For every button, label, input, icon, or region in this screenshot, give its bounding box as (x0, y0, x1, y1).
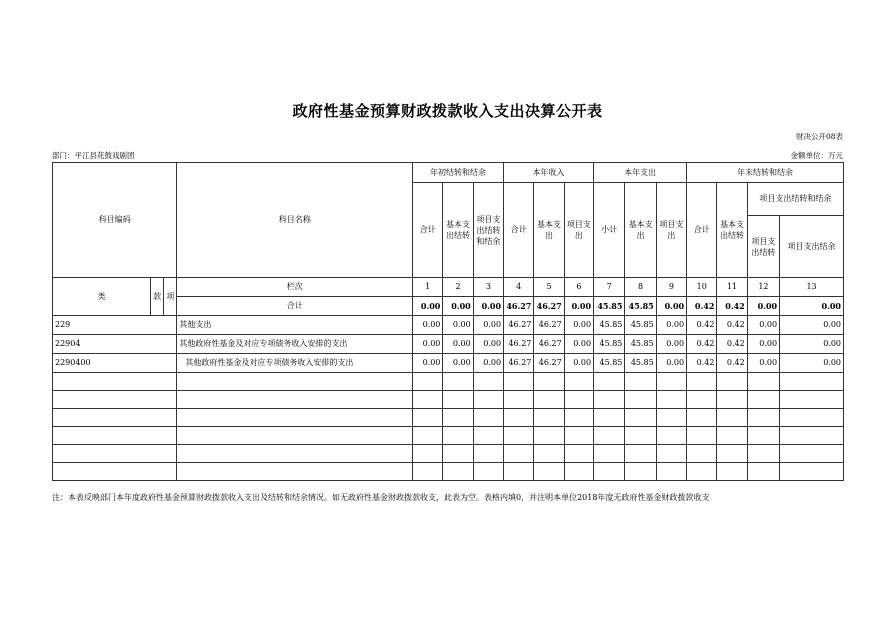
header-begin-total: 合计 (413, 183, 443, 278)
row-cell: 0.42 (717, 335, 747, 354)
header-group-expense: 本年支出 (594, 163, 687, 183)
header-end-total: 合计 (687, 183, 717, 278)
col-num: 2 (443, 278, 473, 297)
total-label: 合计 (177, 297, 413, 316)
row-cell: 45.85 (625, 316, 656, 335)
col-num: 9 (656, 278, 686, 297)
header-subject-code: 科目编码 (53, 163, 177, 278)
row-cell: 0.00 (747, 335, 779, 354)
row-cell: 46.27 (534, 335, 564, 354)
header-income-basic: 基本支出 (534, 183, 564, 278)
row-cell: 45.85 (625, 335, 656, 354)
row-name: 其他政府性基金及对应专项债务收入安排的支出 (177, 354, 413, 373)
row-code: 2290400 (53, 354, 177, 373)
header-lei: 类 (53, 278, 151, 316)
header-income-project: 项目支出 (564, 183, 593, 278)
header-income-total: 合计 (504, 183, 534, 278)
header-kuan: 款 (151, 278, 164, 316)
header-end-basic: 基本支出结转 (717, 183, 747, 278)
col-num: 11 (717, 278, 747, 297)
row-cell: 0.00 (443, 335, 473, 354)
table-row (53, 354, 844, 373)
col-num: 4 (504, 278, 534, 297)
col-num: 7 (594, 278, 625, 297)
row-cell: 0.42 (687, 354, 717, 373)
row-cell: 0.00 (780, 354, 844, 373)
header-begin-project: 项目支出结转和结余 (473, 183, 503, 278)
total-cell: 0.00 (780, 297, 844, 316)
row-name: 其他支出 (177, 316, 413, 335)
row-cell: 0.00 (473, 335, 503, 354)
fund-table (52, 162, 844, 481)
row-cell: 46.27 (504, 316, 534, 335)
col-num: 3 (473, 278, 503, 297)
row-cell: 0.00 (656, 354, 686, 373)
header-expense-subtotal: 小计 (594, 183, 625, 278)
total-cell: 0.00 (443, 297, 473, 316)
row-cell: 46.27 (534, 354, 564, 373)
row-cell: 46.27 (504, 335, 534, 354)
row-cell: 0.00 (656, 335, 686, 354)
col-num: 10 (687, 278, 717, 297)
row-cell: 46.27 (504, 354, 534, 373)
header-subject-name: 科目名称 (177, 163, 413, 278)
col-num: 8 (625, 278, 656, 297)
total-cell: 45.85 (594, 297, 625, 316)
row-cell: 0.00 (413, 354, 443, 373)
header-expense-project: 项目支出 (656, 183, 686, 278)
total-cell: 0.00 (413, 297, 443, 316)
header-end-project-group: 项目支出结转和结余 (747, 183, 843, 216)
empty-row (53, 445, 844, 463)
table-row (53, 316, 844, 335)
header-expense-basic: 基本支出 (625, 183, 656, 278)
empty-row (53, 373, 844, 391)
row-cell: 0.00 (780, 335, 844, 354)
header-lanci: 栏次 (177, 278, 413, 297)
empty-row (53, 463, 844, 481)
row-cell: 45.85 (625, 354, 656, 373)
total-cell: 0.42 (717, 297, 747, 316)
row-code: 229 (53, 316, 177, 335)
row-cell: 45.85 (594, 354, 625, 373)
row-cell: 0.00 (747, 354, 779, 373)
row-cell: 0.00 (473, 316, 503, 335)
col-num: 12 (747, 278, 779, 297)
row-cell: 0.00 (564, 335, 593, 354)
col-num: 6 (564, 278, 593, 297)
row-cell: 46.27 (534, 316, 564, 335)
unit-label: 金额单位：万元 (790, 151, 843, 160)
header-begin-basic: 基本支出结转 (443, 183, 473, 278)
row-cell: 0.00 (564, 316, 593, 335)
row-cell: 0.00 (443, 316, 473, 335)
row-cell: 0.00 (656, 316, 686, 335)
row-code: 22904 (53, 335, 177, 354)
row-cell: 0.00 (564, 354, 593, 373)
header-group-begin: 年初结转和结余 (413, 163, 504, 183)
department-label: 部门：平江县花鼓戏剧团 (52, 151, 135, 160)
column-number-row (53, 278, 844, 297)
row-cell: 0.00 (473, 354, 503, 373)
header-end-project-surplus: 项目支出结余 (780, 216, 844, 278)
total-cell: 0.00 (564, 297, 593, 316)
header-group-income: 本年收入 (504, 163, 594, 183)
header-xiang: 项 (164, 278, 177, 316)
header-end-project-carry: 项目支出结转 (747, 216, 779, 278)
row-name: 其他政府性基金及对应专项债务收入安排的支出 (177, 335, 413, 354)
total-cell: 0.00 (656, 297, 686, 316)
row-cell: 0.00 (780, 316, 844, 335)
col-num: 5 (534, 278, 564, 297)
empty-row (53, 409, 844, 427)
footnote: 注：本表反映部门本年度政府性基金预算财政拨款收入支出及结转和结余情况。如无政府性基金财政拨款收支，此表为空。表格内填0，并注明本单位2018年度无政府性基金财政拨款收支 (52, 493, 710, 502)
empty-row (53, 391, 844, 409)
row-cell: 45.85 (594, 335, 625, 354)
row-cell: 0.42 (717, 354, 747, 373)
page-title: 政府性基金预算财政拨款收入支出决算公开表 (292, 102, 603, 120)
table-row (53, 335, 844, 354)
total-cell: 0.00 (473, 297, 503, 316)
row-cell: 0.00 (443, 354, 473, 373)
col-num: 1 (413, 278, 443, 297)
col-num: 13 (780, 278, 844, 297)
row-cell: 0.42 (717, 316, 747, 335)
total-cell: 46.27 (504, 297, 534, 316)
total-cell: 0.00 (747, 297, 779, 316)
header-group-end: 年末结转和结余 (687, 163, 844, 183)
form-code: 财决公开08表 (795, 132, 843, 141)
total-cell: 45.85 (625, 297, 656, 316)
empty-row (53, 427, 844, 445)
row-cell: 0.00 (747, 316, 779, 335)
row-cell: 45.85 (594, 316, 625, 335)
header-row-groups (53, 163, 844, 183)
row-cell: 0.00 (413, 335, 443, 354)
row-cell: 0.00 (413, 316, 443, 335)
total-cell: 0.42 (687, 297, 717, 316)
row-cell: 0.42 (687, 316, 717, 335)
row-cell: 0.42 (687, 335, 717, 354)
total-cell: 46.27 (534, 297, 564, 316)
